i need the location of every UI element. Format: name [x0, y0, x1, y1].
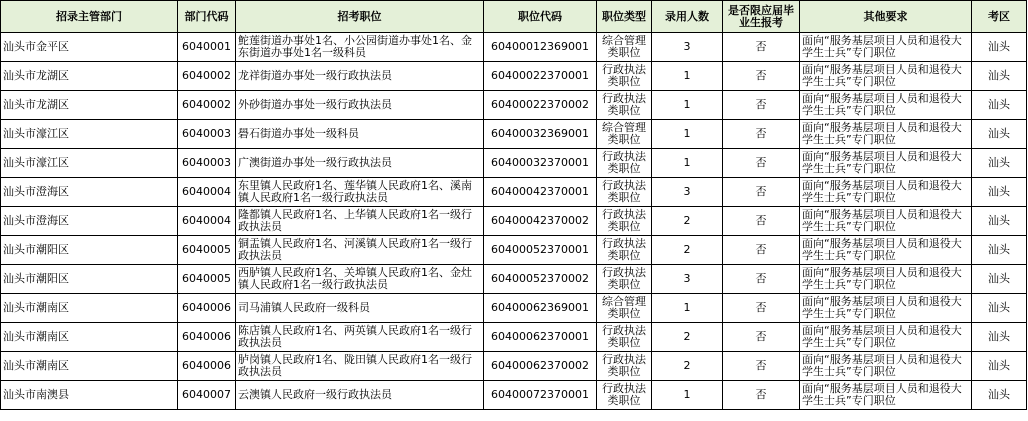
cell-exam-area: 汕头 [972, 207, 1027, 236]
table-row [1, 149, 1027, 178]
cell-other-requirements: 面向“服务基层项目人员和退役大学生士兵”专门职位 [800, 91, 972, 120]
cell-position: 胪岗镇人民政府1名、陇田镇人民政府1名一级行政执法员 [236, 352, 484, 381]
cell-dept-code: 6040005 [178, 236, 236, 265]
table-row [1, 236, 1027, 265]
cell-headcount: 3 [652, 178, 723, 207]
cell-headcount: 2 [652, 352, 723, 381]
cell-position-code: 60400072370001 [484, 381, 597, 410]
cell-position-type: 综合管理类职位 [597, 120, 652, 149]
cell-position-type: 综合管理类职位 [597, 294, 652, 323]
cell-headcount: 2 [652, 323, 723, 352]
cell-dept-code: 6040006 [178, 294, 236, 323]
cell-headcount: 2 [652, 207, 723, 236]
cell-exam-area: 汕头 [972, 323, 1027, 352]
cell-department: 汕头市澄海区 [1, 207, 178, 236]
cell-headcount: 1 [652, 381, 723, 410]
cell-position: 司马浦镇人民政府一级科员 [236, 294, 484, 323]
table-body [1, 33, 1027, 410]
cell-position-code: 60400052370002 [484, 265, 597, 294]
cell-position-code: 60400062369001 [484, 294, 597, 323]
cell-other-requirements: 面向“服务基层项目人员和退役大学生士兵”专门职位 [800, 294, 972, 323]
table-row [1, 91, 1027, 120]
cell-dept-code: 6040006 [178, 352, 236, 381]
cell-exam-area: 汕头 [972, 62, 1027, 91]
cell-fresh-grad: 否 [723, 323, 800, 352]
cell-position-type: 行政执法类职位 [597, 62, 652, 91]
cell-position-type: 行政执法类职位 [597, 381, 652, 410]
cell-other-requirements: 面向“服务基层项目人员和退役大学生士兵”专门职位 [800, 120, 972, 149]
cell-dept-code: 6040003 [178, 120, 236, 149]
cell-department: 汕头市濠江区 [1, 149, 178, 178]
cell-fresh-grad: 否 [723, 381, 800, 410]
cell-position-code: 60400042370002 [484, 207, 597, 236]
cell-position-type: 行政执法类职位 [597, 91, 652, 120]
cell-department: 汕头市龙湖区 [1, 62, 178, 91]
cell-position-code: 60400052370001 [484, 236, 597, 265]
cell-fresh-grad: 否 [723, 236, 800, 265]
cell-dept-code: 6040007 [178, 381, 236, 410]
cell-position: 西胪镇人民政府1名、关埠镇人民政府1名、金灶镇人民政府1名一级行政执法员 [236, 265, 484, 294]
cell-dept-code: 6040003 [178, 149, 236, 178]
cell-headcount: 1 [652, 294, 723, 323]
cell-position-type: 行政执法类职位 [597, 265, 652, 294]
cell-headcount: 1 [652, 91, 723, 120]
table-row [1, 207, 1027, 236]
cell-other-requirements: 面向“服务基层项目人员和退役大学生士兵”专门职位 [800, 265, 972, 294]
cell-position-type: 行政执法类职位 [597, 207, 652, 236]
cell-exam-area: 汕头 [972, 149, 1027, 178]
cell-dept-code: 6040006 [178, 323, 236, 352]
header-dept-code: 部门代码 [178, 1, 236, 33]
cell-position: 外砂街道办事处一级行政执法员 [236, 91, 484, 120]
cell-fresh-grad: 否 [723, 33, 800, 62]
cell-department: 汕头市濠江区 [1, 120, 178, 149]
cell-headcount: 1 [652, 149, 723, 178]
cell-fresh-grad: 否 [723, 120, 800, 149]
table-row [1, 178, 1027, 207]
cell-exam-area: 汕头 [972, 352, 1027, 381]
cell-department: 汕头市潮阳区 [1, 265, 178, 294]
cell-dept-code: 6040004 [178, 207, 236, 236]
cell-position-code: 60400062370002 [484, 352, 597, 381]
cell-headcount: 1 [652, 62, 723, 91]
cell-department: 汕头市龙湖区 [1, 91, 178, 120]
cell-other-requirements: 面向“服务基层项目人员和退役大学生士兵”专门职位 [800, 33, 972, 62]
cell-fresh-grad: 否 [723, 178, 800, 207]
cell-exam-area: 汕头 [972, 178, 1027, 207]
cell-position: 云澳镇人民政府一级行政执法员 [236, 381, 484, 410]
table-row [1, 120, 1027, 149]
cell-position: 鮀莲街道办事处1名、小公园街道办事处1名、金东街道办事处1名一级科员 [236, 33, 484, 62]
cell-position: 广澳街道办事处一级行政执法员 [236, 149, 484, 178]
cell-position: 铜盂镇人民政府1名、河溪镇人民政府1名一级行政执法员 [236, 236, 484, 265]
cell-exam-area: 汕头 [972, 381, 1027, 410]
cell-headcount: 1 [652, 120, 723, 149]
table-row [1, 352, 1027, 381]
cell-position-type: 行政执法类职位 [597, 178, 652, 207]
header-headcount: 录用人数 [652, 1, 723, 33]
cell-fresh-grad: 否 [723, 149, 800, 178]
table-row [1, 381, 1027, 410]
cell-department: 汕头市南澳县 [1, 381, 178, 410]
cell-dept-code: 6040004 [178, 178, 236, 207]
cell-dept-code: 6040002 [178, 91, 236, 120]
cell-position: 隆都镇人民政府1名、上华镇人民政府1名一级行政执法员 [236, 207, 484, 236]
header-position-type: 职位类型 [597, 1, 652, 33]
cell-other-requirements: 面向“服务基层项目人员和退役大学生士兵”专门职位 [800, 149, 972, 178]
cell-department: 汕头市潮南区 [1, 323, 178, 352]
cell-position-code: 60400032369001 [484, 120, 597, 149]
cell-position: 东里镇人民政府1名、莲华镇人民政府1名、溪南镇人民政府1名一级行政执法员 [236, 178, 484, 207]
cell-fresh-grad: 否 [723, 91, 800, 120]
cell-other-requirements: 面向“服务基层项目人员和退役大学生士兵”专门职位 [800, 381, 972, 410]
cell-position-code: 60400022370001 [484, 62, 597, 91]
cell-position-code: 60400042370001 [484, 178, 597, 207]
table-row [1, 62, 1027, 91]
cell-department: 汕头市潮南区 [1, 352, 178, 381]
cell-other-requirements: 面向“服务基层项目人员和退役大学生士兵”专门职位 [800, 62, 972, 91]
cell-fresh-grad: 否 [723, 62, 800, 91]
cell-position-type: 行政执法类职位 [597, 323, 652, 352]
cell-position-type: 行政执法类职位 [597, 352, 652, 381]
cell-department: 汕头市潮阳区 [1, 236, 178, 265]
cell-other-requirements: 面向“服务基层项目人员和退役大学生士兵”专门职位 [800, 207, 972, 236]
cell-dept-code: 6040002 [178, 62, 236, 91]
table-row [1, 265, 1027, 294]
cell-position-code: 60400062370001 [484, 323, 597, 352]
cell-fresh-grad: 否 [723, 207, 800, 236]
cell-department: 汕头市金平区 [1, 33, 178, 62]
cell-fresh-grad: 否 [723, 294, 800, 323]
table-row [1, 323, 1027, 352]
cell-department: 汕头市澄海区 [1, 178, 178, 207]
cell-other-requirements: 面向“服务基层项目人员和退役大学生士兵”专门职位 [800, 236, 972, 265]
cell-dept-code: 6040001 [178, 33, 236, 62]
cell-other-requirements: 面向“服务基层项目人员和退役大学生士兵”专门职位 [800, 178, 972, 207]
cell-headcount: 3 [652, 33, 723, 62]
header-exam-area: 考区 [972, 1, 1027, 33]
table-row [1, 33, 1027, 62]
cell-fresh-grad: 否 [723, 352, 800, 381]
header-department: 招录主管部门 [1, 1, 178, 33]
cell-position-code: 60400022370002 [484, 91, 597, 120]
cell-headcount: 2 [652, 236, 723, 265]
cell-fresh-grad: 否 [723, 265, 800, 294]
cell-exam-area: 汕头 [972, 91, 1027, 120]
cell-position-code: 60400032370001 [484, 149, 597, 178]
cell-exam-area: 汕头 [972, 265, 1027, 294]
cell-position-type: 综合管理类职位 [597, 33, 652, 62]
cell-exam-area: 汕头 [972, 294, 1027, 323]
cell-headcount: 3 [652, 265, 723, 294]
cell-other-requirements: 面向“服务基层项目人员和退役大学生士兵”专门职位 [800, 323, 972, 352]
cell-position-type: 行政执法类职位 [597, 149, 652, 178]
header-position-code: 职位代码 [484, 1, 597, 33]
cell-position: 龙祥街道办事处一级行政执法员 [236, 62, 484, 91]
header-other-requirements: 其他要求 [800, 1, 972, 33]
cell-position: 陈店镇人民政府1名、两英镇人民政府1名一级行政执法员 [236, 323, 484, 352]
header-row [1, 1, 1027, 33]
cell-dept-code: 6040005 [178, 265, 236, 294]
cell-department: 汕头市潮南区 [1, 294, 178, 323]
header-fresh-grad: 是否限应届毕业生报考 [723, 1, 800, 33]
cell-exam-area: 汕头 [972, 33, 1027, 62]
header-position: 招考职位 [236, 1, 484, 33]
cell-position-code: 60400012369001 [484, 33, 597, 62]
table-row [1, 294, 1027, 323]
cell-position-type: 行政执法类职位 [597, 236, 652, 265]
cell-other-requirements: 面向“服务基层项目人员和退役大学生士兵”专门职位 [800, 352, 972, 381]
cell-position: 礐石街道办事处一级科员 [236, 120, 484, 149]
cell-exam-area: 汕头 [972, 120, 1027, 149]
cell-exam-area: 汕头 [972, 236, 1027, 265]
